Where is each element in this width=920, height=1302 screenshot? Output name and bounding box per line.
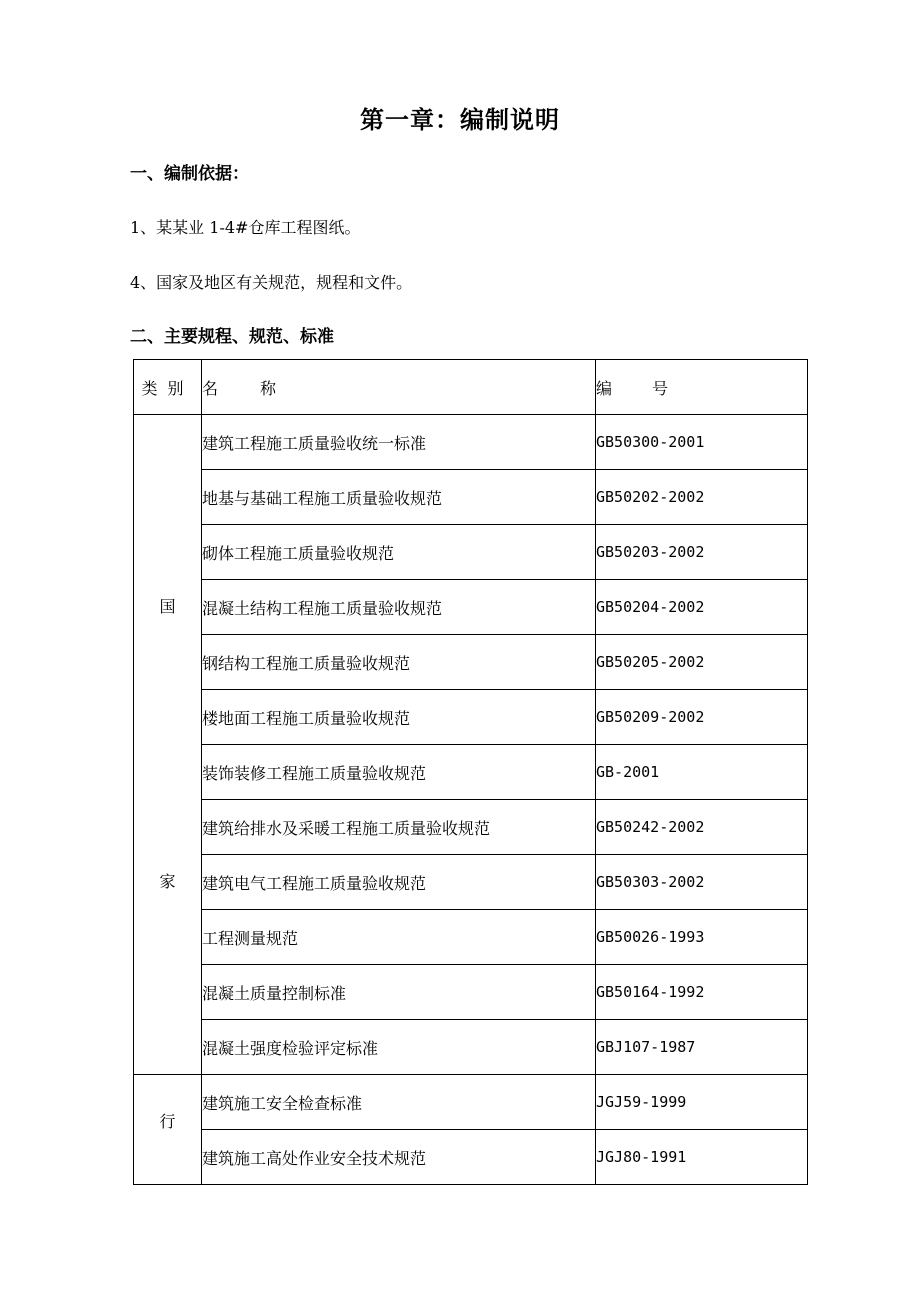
category-cell <box>134 1075 202 1185</box>
table-row <box>134 415 808 470</box>
table-row <box>134 1075 808 1130</box>
standard-code: GB50204-2002 <box>596 580 808 635</box>
category-char: 家 <box>159 872 176 891</box>
standard-code: GB50242-2002 <box>596 800 808 855</box>
standard-code: GB50205-2002 <box>596 635 808 690</box>
standard-code: GB50202-2002 <box>596 470 808 525</box>
table-row <box>134 580 808 635</box>
standard-code: GB50026-1993 <box>596 910 808 965</box>
table-row <box>134 800 808 855</box>
standard-code: JGJ80-1991 <box>596 1130 808 1185</box>
table-row <box>134 910 808 965</box>
standard-name: 建筑施工高处作业安全技术规范 <box>202 1130 596 1185</box>
standard-name: 钢结构工程施工质量验收规范 <box>202 635 596 690</box>
table-row <box>134 525 808 580</box>
standard-code: GBJ107-1987 <box>596 1020 808 1075</box>
table-body <box>134 415 808 1185</box>
standard-code: GB50300-2001 <box>596 415 808 470</box>
standard-code: GB50203-2002 <box>596 525 808 580</box>
table-header-row <box>134 360 808 415</box>
page-title: 第一章：编制说明 <box>360 106 560 134</box>
standard-name: 建筑电气工程施工质量验收规范 <box>202 855 596 910</box>
table-row <box>134 470 808 525</box>
table-row <box>134 635 808 690</box>
section-heading-basis: 一、编制依据： <box>130 164 249 184</box>
standard-name: 混凝土质量控制标准 <box>202 965 596 1020</box>
standard-name: 地基与基础工程施工质量验收规范 <box>202 470 596 525</box>
standard-name: 建筑施工安全检查标准 <box>202 1075 596 1130</box>
standard-name: 砌体工程施工质量验收规范 <box>202 525 596 580</box>
table-row <box>134 965 808 1020</box>
section-heading-standards: 二、主要规程、规范、标准 <box>130 327 334 347</box>
category-cell <box>134 415 202 1075</box>
standard-name: 装饰装修工程施工质量验收规范 <box>202 745 596 800</box>
standard-name: 工程测量规范 <box>202 910 596 965</box>
standard-name: 建筑工程施工质量验收统一标准 <box>202 415 596 470</box>
basis-item-regulations: 4、国家及地区有关规范，规程和文件。 <box>130 273 413 292</box>
category-char: 行 <box>159 1112 176 1131</box>
table-row <box>134 855 808 910</box>
table-row <box>134 745 808 800</box>
standard-code: GB50209-2002 <box>596 690 808 745</box>
header-name: 名称 <box>202 360 596 415</box>
header-code: 编号 <box>596 360 808 415</box>
category-char: 国 <box>159 597 176 616</box>
standard-name: 混凝土结构工程施工质量验收规范 <box>202 580 596 635</box>
table-row <box>134 1020 808 1075</box>
table-row <box>134 690 808 745</box>
table-row <box>134 1130 808 1185</box>
basis-item-drawings: 1、某某业 1-4#仓库工程图纸。 <box>130 218 361 237</box>
header-category: 类别 <box>134 360 202 415</box>
standard-name: 建筑给排水及采暖工程施工质量验收规范 <box>202 800 596 855</box>
standard-name: 混凝土强度检验评定标准 <box>202 1020 596 1075</box>
standard-code: JGJ59-1999 <box>596 1075 808 1130</box>
standard-code: GB50303-2002 <box>596 855 808 910</box>
standards-table <box>133 359 808 1185</box>
standard-code: GB50164-1992 <box>596 965 808 1020</box>
standard-name: 楼地面工程施工质量验收规范 <box>202 690 596 745</box>
standard-code: GB-2001 <box>596 745 808 800</box>
